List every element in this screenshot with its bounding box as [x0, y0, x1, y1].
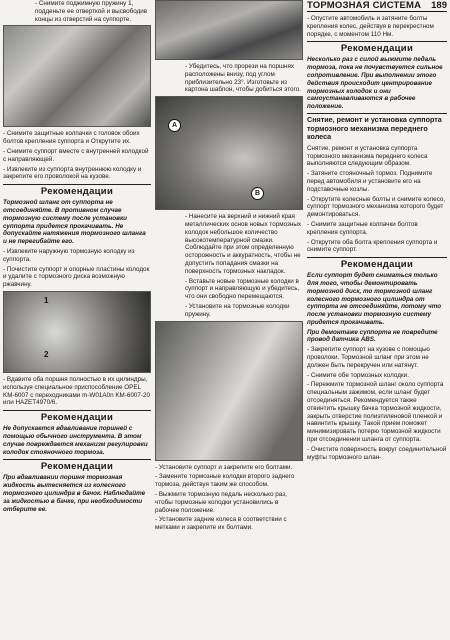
photo-caliper-top — [155, 0, 303, 60]
recommendation-heading: Рекомендации — [3, 184, 151, 197]
paragraph: - Убедитесь, что прорези на поршнях расположены внизу, под углом приблизительно 23°. Изготовьте из картона шаблон, чтобы добиться этого. — [185, 63, 301, 94]
paragraph: - Вставьте новые тормозные колодки в суппорт и направляющую и убедитесь, что они свободно перемещаются. — [185, 277, 300, 301]
column-right — [307, 0, 447, 640]
recommendation-text: Тормозной шланг от суппорта не отсоединяйте. В противном случае тормозную систему после установки суппорта придется прокачивать. Не допускайте натяжения тормозного шланга и не перегибайте его. — [3, 199, 146, 246]
paragraph: - Снимите защитные колпачки с головок обоих болтов крепления суппорта и Открутите их. — [3, 130, 140, 146]
chapter-title: ТОРМОЗНАЯ СИСТЕМА — [307, 0, 422, 11]
paragraph: - Снимите суппорт вместе с внутренней колодкой с направляющей. — [3, 147, 149, 163]
paragraph: - Установите суппорт и закрепите его болтами. — [155, 463, 293, 471]
photo-label-b: B — [251, 187, 264, 200]
paragraph: - Замените тормозные колодки второго заднего тормоза, действуя таким же способом. — [155, 473, 295, 489]
paragraph: - Снимите поджимную пружину 1, подденьте ее отверткой и высвободив концы из отверстий на суппорте. — [35, 0, 148, 23]
photo-label-2: 2 — [44, 349, 49, 359]
photo-label-1: 1 — [44, 295, 49, 305]
column-left — [3, 0, 151, 640]
paragraph: - Вдавите оба поршня полностью в их цилиндры, используя специальное приспособление OPEL KM-6007 с переходниками m-W01A0n KM-6007-20 или HAZET4970/6. — [3, 375, 150, 407]
recommendation-heading: Рекомендации — [307, 257, 447, 270]
recommendation-heading: Рекомендации — [307, 41, 447, 54]
paragraph: - Выжмите тормозную педаль несколько раз, чтобы тормозные колодки установились в рабочее положение. — [155, 490, 287, 514]
paragraph: - Открутите колесные болты и снимите колесо, суппорт тормозного механизма которого будет демонтироваться. — [307, 195, 446, 219]
paragraph: - Нанесите на верхний и нижний края металлических основ новых тормозных колодок небольшое количество высокотемпературной смазки. Соблюдайте при этом определенную осторожность и аккуратность, чтобы не допустить попадания смазки на поверхность тормозных накладок. — [185, 213, 301, 275]
photo-piston-slots — [155, 96, 303, 210]
recommendation-text: Не допускается вдавливание поршней с помощью обычного инструмента. В этом случае повреждается механизм регулировки колодок стояночного тормоза. — [3, 425, 148, 456]
paragraph: Снятие, ремонт и установка суппорта тормозного механизма переднего колеса выполняются следующим образом. — [307, 144, 428, 168]
paragraph: - Закрепите суппорт на кузове с помощью проволоки. Тормозной шланг при этом не должен быть перекручен или натянут. — [307, 346, 430, 369]
recommendation-text: При демонтаже суппорта не повредите провод датчика ABS. — [307, 328, 438, 344]
page-number: 189 — [431, 0, 447, 11]
photo-spring-removal — [3, 25, 151, 127]
recommendation-text: При вдавливании поршня тормозная жидкость вытесняется из колесного тормозного цилиндра в бачок. Наблюдайте за жидкостью в бачке, при необходимости отберите ее. — [3, 474, 146, 513]
recommendation-text: Несколько раз с силой выжмите педаль тормоза, пока не почувствуется сильное сопротивление. При выполнении этого действия происходит центрирование тормозных колодок и они самоустанавливаются в рабочее положение. — [307, 56, 443, 111]
page-header — [307, 0, 447, 12]
paragraph: - Извлеките из суппорта внутреннюю колодку и закрепите его проволокой на кузове. — [3, 165, 142, 181]
paragraph: - Установите на тормозные колодки пружину. — [185, 302, 290, 318]
paragraph: - Затяните стояночный тормоз. Поднимите перед автомобиля и установите его на подставочные козлы. — [307, 170, 433, 193]
section-title: Снятие, ремонт и установка суппорта тормозного механизма переднего колеса — [307, 113, 447, 142]
paragraph: - Снимите защитные колпачки болтов крепления суппорта. — [307, 220, 418, 236]
paragraph: - Почистите суппорт и опорные пластины колодок и удалите с тормозного диска возможную ржавчину. — [3, 265, 150, 289]
recommendation-text: Если суппорт будет сниматься только для того, чтобы демонтировать тормозной диск, то тормозной шланг колесного тормозного цилиндра от суппорта не отсоединяйте, потому что после установки тормозную систему придется прокачивать. — [307, 272, 442, 326]
paragraph: - Опустите автомобиль и затяните болты крепления колес, действуя в перекрестном порядке, с моментом 110 Нм. — [307, 15, 434, 38]
recommendation-heading: Рекомендации — [3, 459, 151, 472]
paragraph: - Извлеките наружную тормозную колодку из суппорта. — [3, 247, 135, 263]
photo-piston-tool — [3, 291, 151, 373]
paragraph: - Пережмите тормозной шланг около суппорта специальным зажимом, если шланг будет отсоединяться. Рекомендуется также отвинтить крышку бачка тормозной жидкости, закрыть отверстие полиэтиленовой пленкой и навинтить крышку. Такой прием поможет минимизировать потерю тормозной жидкости при отсоединении шланга от суппорта. — [307, 381, 444, 444]
paragraph: - Очистите поверхность вокруг соединительной муфты тормозного шлан- — [307, 445, 447, 461]
paragraph: - Снимите обе тормозных колодки. — [307, 371, 409, 379]
paragraph: - Установите задние колеса в соответствии с метками и закрепите их болтами. — [155, 516, 287, 532]
column-middle — [155, 0, 303, 640]
photo-label-a: A — [168, 119, 181, 132]
paragraph: - Открутите оба болта крепления суппорта и снимите суппорт. — [307, 238, 438, 254]
recommendation-heading: Рекомендации — [3, 410, 151, 423]
photo-pad-install — [155, 321, 303, 461]
